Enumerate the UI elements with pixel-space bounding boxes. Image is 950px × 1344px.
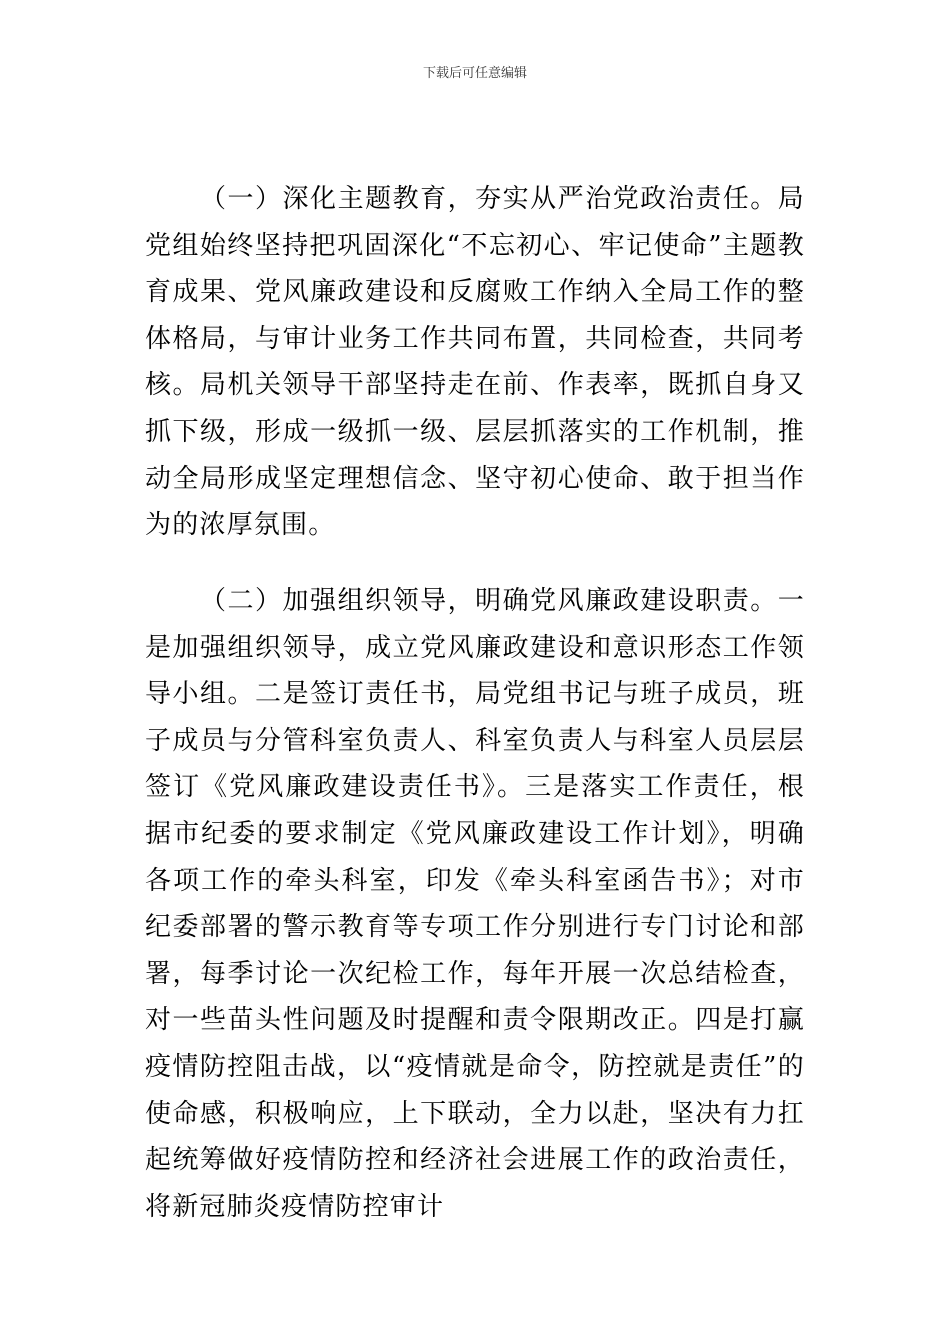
- paragraph-1: （一）深化主题教育，夯实从严治党政治责任。局党组始终坚持把巩固深化“不忘初心、牢记使命”主题教育成果、党风廉政建设和反腐败工作纳入全局工作的整体格局，与审计业务工作共同布置，共同检查，共同考核。局机关领导干部坚持走在前、作表率，既抓自身又抓下级，形成一级抓一级、层层抓落实的工作机制，推动全局形成坚定理想信念、坚守初心使命、敢于担当作为的浓厚氛围。: [145, 184, 805, 541]
- document-body-section-2: [145, 578, 805, 1230]
- page-header: 下载后可任意编辑: [422, 66, 527, 81]
- paragraph-2: （二）加强组织领导，明确党风廉政建设职责。一是加强组织领导，成立党风廉政建设和意识形态工作领导小组。二是签订责任书，局党组书记与班子成员，班子成员与分管科室负责人、科室负责人与科室人员层层签订《党风廉政建设责任书》。三是落实工作责任，根据市纪委的要求制定《党风廉政建设工作计划》，明确各项工作的牵头科室，印发《牵头科室函告书》；对市纪委部署的警示教育等专项工作分别进行专门讨论和部署，每季讨论一次纪检工作，每年开展一次总结检查，对一些苗头性问题及时提醒和责令限期改正。四是打赢疫情防控阻击战，以“疫情就是命令，防控就是责任”的使命感，积极响应，上下联动，全力以赴，坚决有力扛起统筹做好疫情防控和经济社会进展工作的政治责任，将新冠肺炎疫情防控审计: [145, 586, 805, 1222]
- document-body-section-1: [145, 176, 805, 549]
